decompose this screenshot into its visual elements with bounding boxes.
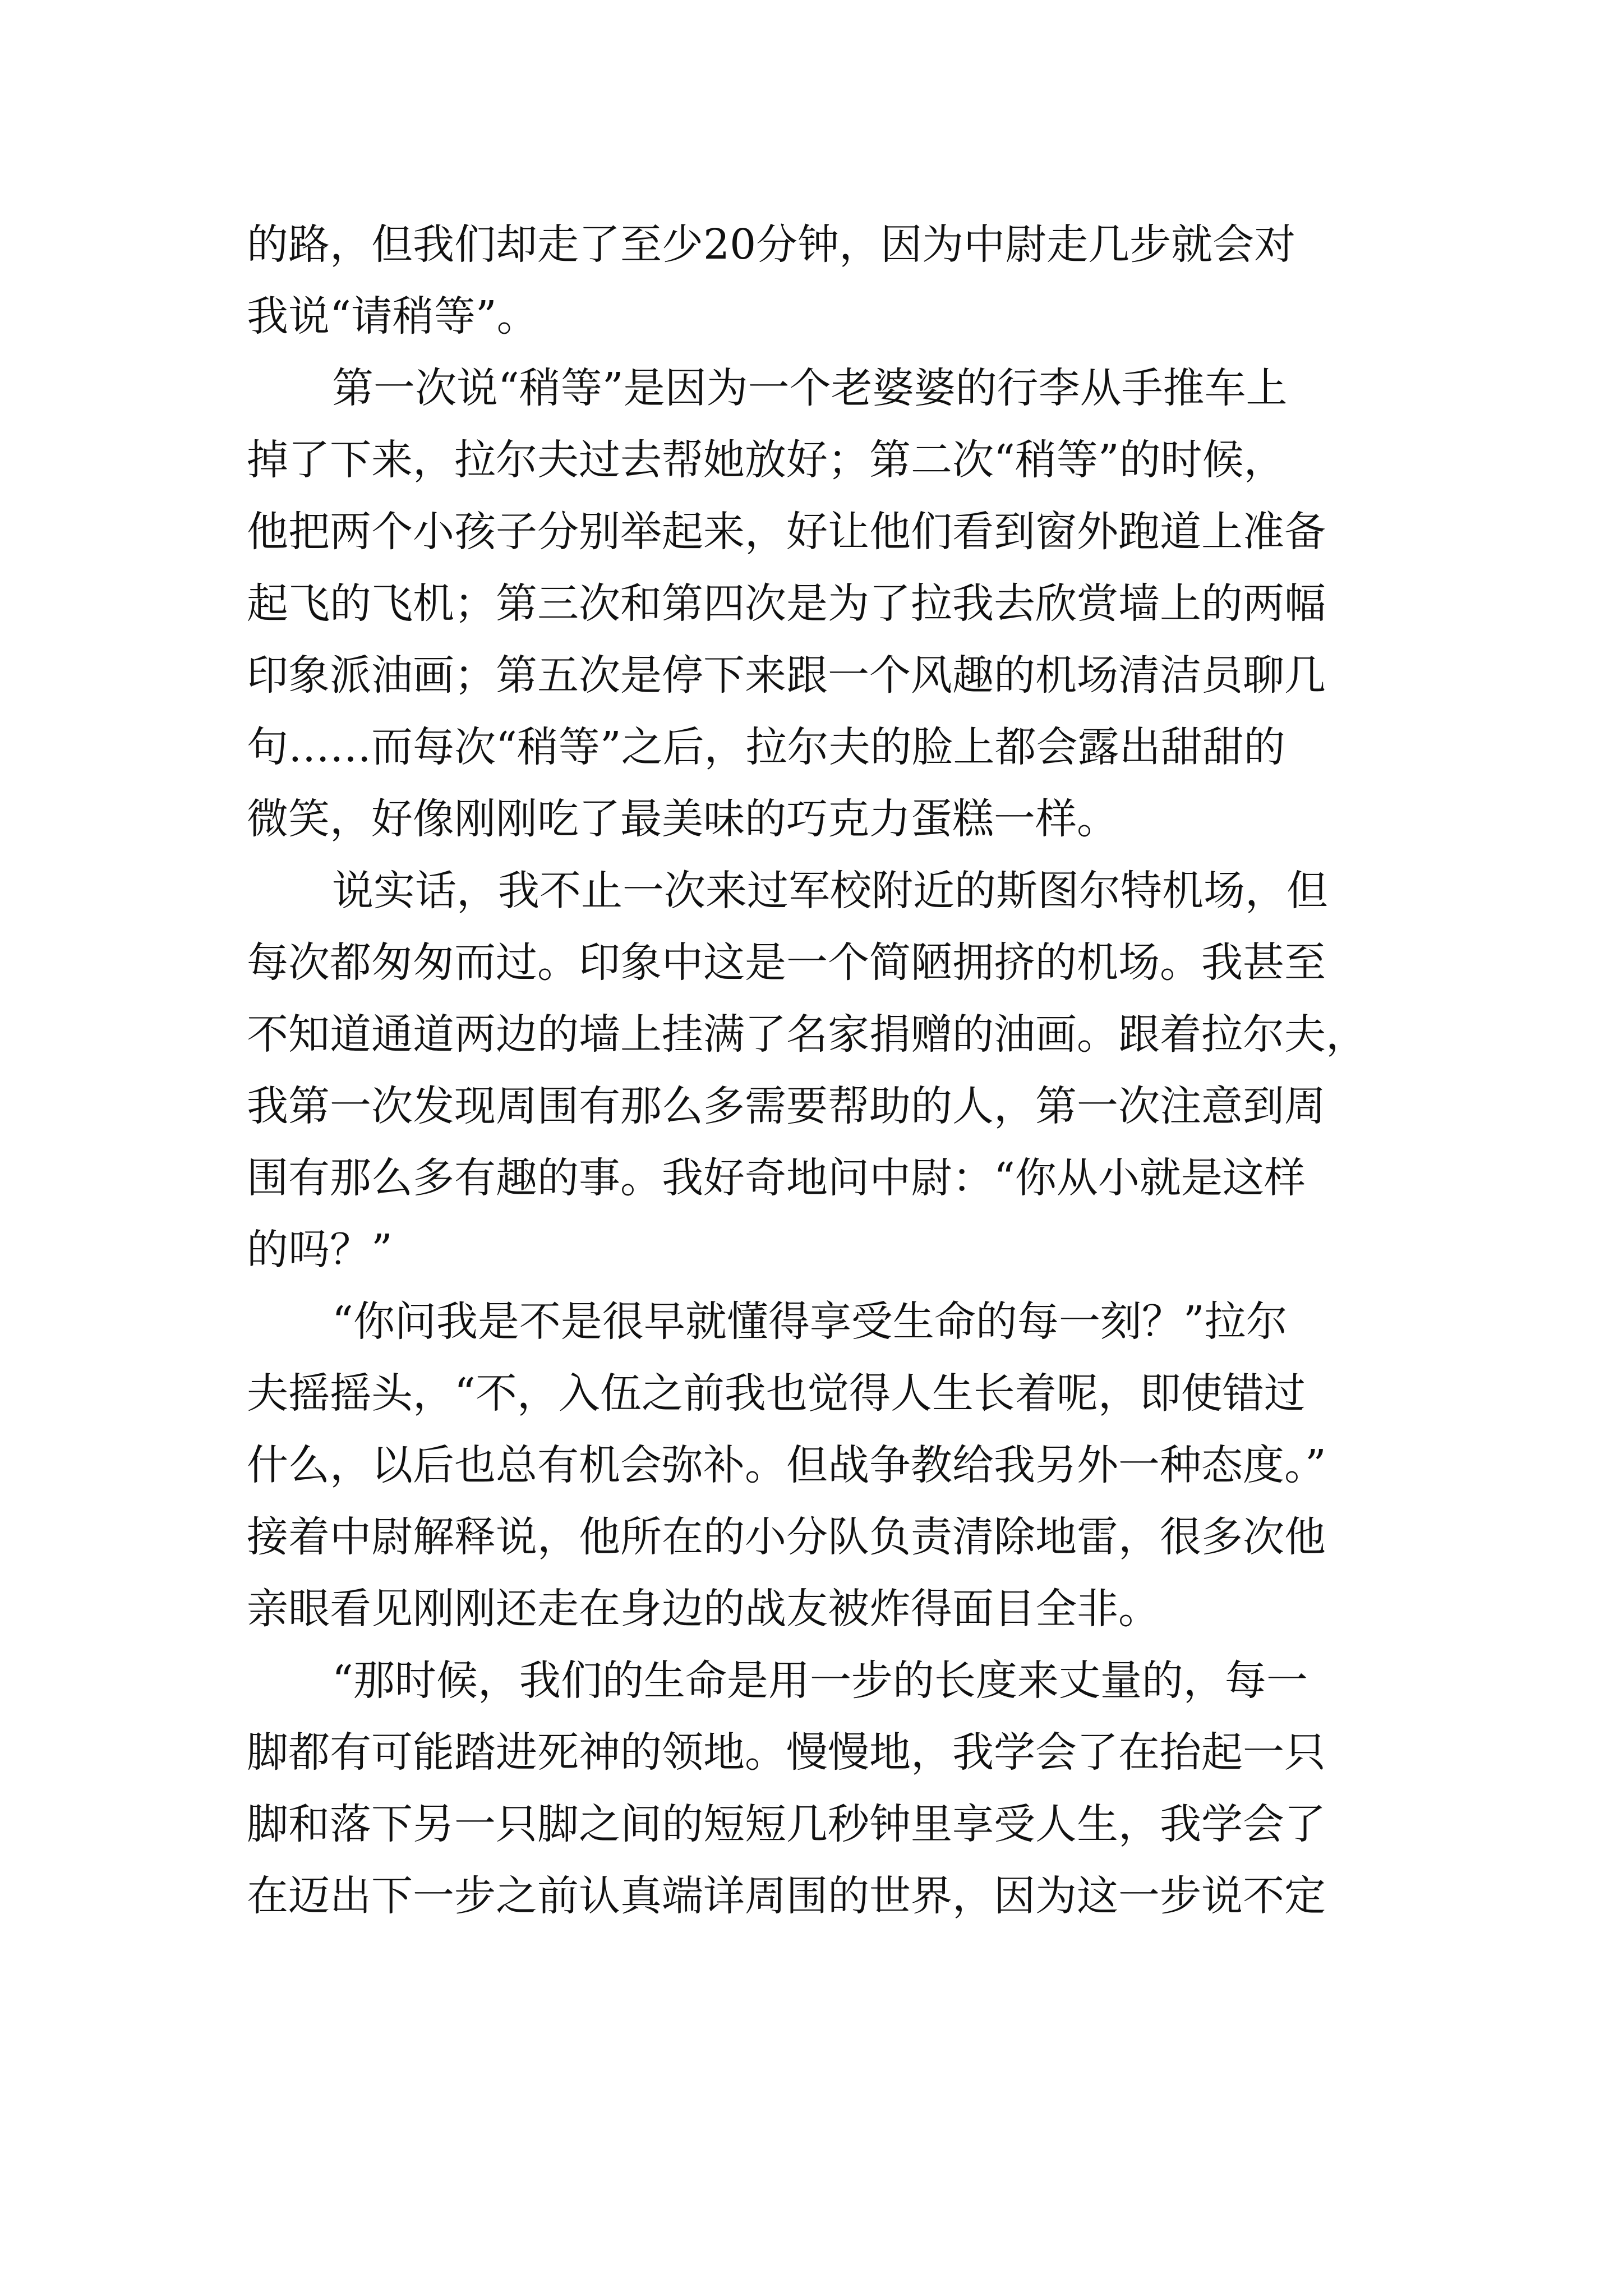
text-line: 在迈出下一步之前认真端详周围的世界，因为这一步说不定 xyxy=(247,1872,1326,1920)
text-line: 印象派油画；第五次是停下来跟一个风趣的机场清洁员聊几 xyxy=(247,651,1326,700)
text-line: 亲眼看见刚刚还走在身边的战友被炸得面目全非。 xyxy=(247,1585,1160,1633)
text-line: 句……而每次“稍等”之后，拉尔夫的脸上都会露出甜甜的 xyxy=(247,723,1285,771)
text-line: 什么，以后也总有机会弥补。但战争教给我另外一种态度。” xyxy=(247,1441,1326,1489)
text-line: 我说“请稍等”。 xyxy=(247,292,538,341)
article-text xyxy=(247,209,1394,1932)
text-line: 围有那么多有趣的事。我好奇地问中尉：“你从小就是这样 xyxy=(247,1154,1306,1202)
text-line: 每次都匆匆而过。印象中这是一个简陋拥挤的机场。我甚至 xyxy=(247,938,1326,987)
text-line: 脚和落下另一只脚之间的短短几秒钟里享受人生，我学会了 xyxy=(247,1800,1326,1848)
text-line: 接着中尉解释说，他所在的小分队负责清除地雷，很多次他 xyxy=(247,1513,1326,1561)
text-line: 我第一次发现周围有那么多需要帮助的人，第一次注意到周 xyxy=(247,1082,1326,1130)
paragraph-start-line: 说实话，我不止一次来过军校附近的斯图尔特机场，但 xyxy=(332,867,1328,915)
text-line: 起飞的飞机；第三次和第四次是为了拉我去欣赏墙上的两幅 xyxy=(247,579,1326,628)
text-line: 的路，但我们却走了至少20分钟，因为中尉走几步就会对 xyxy=(247,220,1296,269)
paragraph-start-line: “你问我是不是很早就懂得享受生命的每一刻？”拉尔 xyxy=(332,1297,1288,1346)
text-line: 脚都有可能踏进死神的领地。慢慢地，我学会了在抬起一只 xyxy=(247,1728,1326,1777)
text-line: 他把两个小孩子分别举起来，好让他们看到窗外跑道上准备 xyxy=(247,508,1326,556)
paragraph-start-line: 第一次说“稍等”是因为一个老婆婆的行李从手推车上 xyxy=(332,364,1288,412)
paragraph-start-line: “那时候，我们的生命是用一步的长度来丈量的，每一 xyxy=(332,1657,1308,1705)
text-line: 微笑，好像刚刚吃了最美味的巧克力蛋糕一样。 xyxy=(247,795,1118,843)
text-line: 的吗？” xyxy=(247,1226,393,1274)
text-line: 不知道通道两边的墙上挂满了名家捐赠的油画。跟着拉尔夫， xyxy=(247,1010,1367,1059)
text-line: 夫摇摇头，“不，入伍之前我也觉得人生长着呢，即使错过 xyxy=(247,1369,1306,1418)
text-line: 掉了下来，拉尔夫过去帮她放好；第二次“稍等”的时候， xyxy=(247,436,1285,484)
